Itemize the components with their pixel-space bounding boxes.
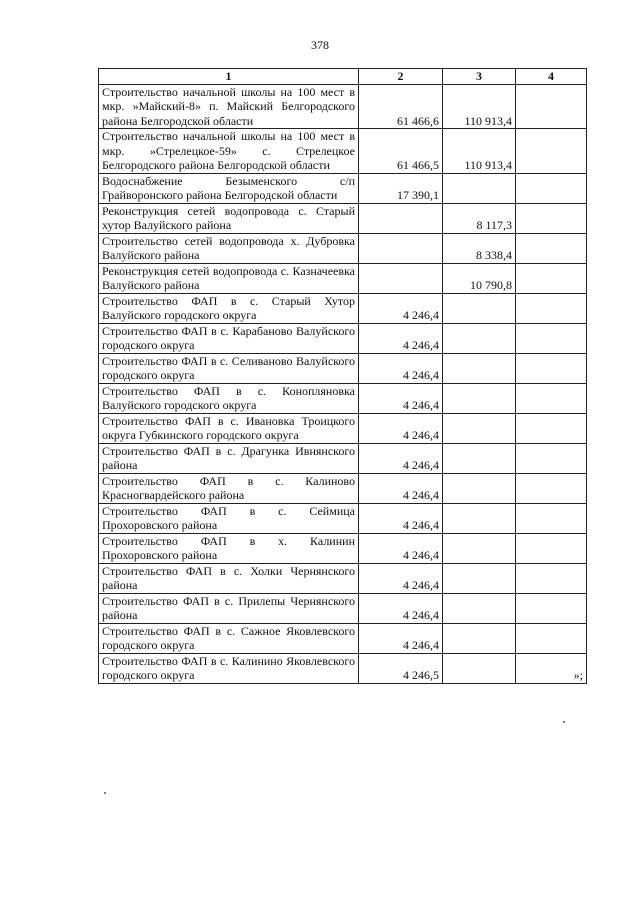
- row-col2-cell: [359, 203, 443, 233]
- row-name-cell: Строительство ФАП в с. Прилепы Чернянского района: [99, 593, 359, 623]
- row-col2-cell: [359, 233, 443, 263]
- row-col4-cell: [516, 233, 587, 263]
- table-row: [99, 473, 587, 503]
- row-col4-cell: [516, 173, 587, 203]
- table-row: [99, 84, 587, 129]
- row-name-cell: Водоснабжение Безыменского с/п Грайворонского района Белгородской области: [99, 173, 359, 203]
- row-col3-cell: [443, 503, 516, 533]
- row-col3-cell: [443, 593, 516, 623]
- row-name-cell: Строительство ФАП в с. Сеймица Прохоровского района: [99, 503, 359, 533]
- row-col3-cell: [443, 413, 516, 443]
- header-col-4: 4: [516, 69, 587, 85]
- row-name-cell: Строительство ФАП в с. Холки Чернянского района: [99, 563, 359, 593]
- row-col2-cell: 4 246,4: [359, 473, 443, 503]
- row-name-cell: Строительство ФАП в с. Калинино Яковлевского городского округа: [99, 653, 359, 683]
- row-name-cell: Строительство ФАП в с. Селиваново Валуйского городского округа: [99, 353, 359, 383]
- row-name-cell: Строительство ФАП в х. Калинин Прохоровского района: [99, 533, 359, 563]
- table-row: [99, 443, 587, 473]
- row-col3-cell: [443, 293, 516, 323]
- row-col2-cell: 4 246,4: [359, 353, 443, 383]
- row-col3-cell: 10 790,8: [443, 263, 516, 293]
- header-row: [99, 69, 587, 85]
- row-col2-cell: 4 246,4: [359, 563, 443, 593]
- row-name-cell: Строительство ФАП в с. Старый Хутор Валуйского городского округа: [99, 293, 359, 323]
- row-col2-cell: 4 246,4: [359, 293, 443, 323]
- table-row: [99, 129, 587, 174]
- row-col4-cell: [516, 413, 587, 443]
- table-row: [99, 323, 587, 353]
- row-col3-cell: 110 913,4: [443, 129, 516, 174]
- table-row: [99, 383, 587, 413]
- row-col3-cell: [443, 533, 516, 563]
- row-col2-cell: 4 246,4: [359, 533, 443, 563]
- row-col2-cell: 4 246,4: [359, 503, 443, 533]
- scan-speck: [563, 721, 565, 723]
- table-row: [99, 653, 587, 683]
- row-name-cell: Реконструкция сетей водопровода с. Старый хутор Валуйского района: [99, 203, 359, 233]
- table-row: [99, 233, 587, 263]
- row-col2-cell: 17 390,1: [359, 173, 443, 203]
- header-col-1: 1: [99, 69, 359, 85]
- header-col-2: 2: [359, 69, 443, 85]
- row-col4-cell: [516, 353, 587, 383]
- row-name-cell: Строительство ФАП в с. Карабаново Валуйского городского округа: [99, 323, 359, 353]
- row-name-cell: Строительство ФАП в с. Коноплянoвка Валуйского городского округа: [99, 383, 359, 413]
- row-name-cell: Строительство ФАП в с. Драгунка Ивнянского района: [99, 443, 359, 473]
- row-col4-cell: »;: [516, 653, 587, 683]
- table-body: [99, 84, 587, 683]
- table-row: [99, 413, 587, 443]
- table-row: [99, 293, 587, 323]
- scan-speck: [104, 792, 106, 794]
- row-col3-cell: 8 338,4: [443, 233, 516, 263]
- row-name-cell: Реконструкция сетей водопровода с. Казначеевка Валуйского района: [99, 263, 359, 293]
- row-col4-cell: [516, 203, 587, 233]
- row-col2-cell: 4 246,5: [359, 653, 443, 683]
- row-col4-cell: [516, 503, 587, 533]
- row-col3-cell: 110 913,4: [443, 84, 516, 129]
- row-col4-cell: [516, 129, 587, 174]
- row-col4-cell: [516, 293, 587, 323]
- row-name-cell: Строительство начальной школы на 100 мест в мкр. »Стрелецкое-59» с. Стрелецкое Белгородского района Белгородской области: [99, 129, 359, 174]
- row-name-cell: Строительство ФАП в с. Калиново Красногвардейского района: [99, 473, 359, 503]
- row-col3-cell: [443, 443, 516, 473]
- page-number: 378: [311, 38, 329, 52]
- row-col3-cell: [443, 383, 516, 413]
- table-row: [99, 173, 587, 203]
- row-name-cell: Строительство начальной школы на 100 мест в мкр. »Майский-8» п. Майский Белгородского района Белгородской области: [99, 84, 359, 129]
- row-col4-cell: [516, 473, 587, 503]
- table-row: [99, 263, 587, 293]
- row-col2-cell: 61 466,5: [359, 129, 443, 174]
- row-col4-cell: [516, 563, 587, 593]
- table-row: [99, 203, 587, 233]
- row-col4-cell: [516, 443, 587, 473]
- row-col3-cell: 8 117,3: [443, 203, 516, 233]
- row-col2-cell: 61 466,6: [359, 84, 443, 129]
- row-col2-cell: 4 246,4: [359, 443, 443, 473]
- row-col3-cell: [443, 173, 516, 203]
- row-col3-cell: [443, 323, 516, 353]
- row-col2-cell: 4 246,4: [359, 593, 443, 623]
- row-col4-cell: [516, 323, 587, 353]
- row-col4-cell: [516, 383, 587, 413]
- row-col4-cell: [516, 263, 587, 293]
- row-col2-cell: [359, 263, 443, 293]
- header-col-3: 3: [443, 69, 516, 85]
- row-col3-cell: [443, 353, 516, 383]
- row-col2-cell: 4 246,4: [359, 413, 443, 443]
- data-table: [98, 68, 587, 684]
- row-name-cell: Строительство ФАП в с. Ивановка Троицкого округа Губкинского городского округа: [99, 413, 359, 443]
- row-name-cell: Строительство сетей водопровода х. Дубровка Валуйского района: [99, 233, 359, 263]
- table-row: [99, 563, 587, 593]
- table-row: [99, 593, 587, 623]
- row-name-cell: Строительство ФАП в с. Сажное Яковлевского городского округа: [99, 623, 359, 653]
- table-row: [99, 503, 587, 533]
- row-col3-cell: [443, 653, 516, 683]
- row-col4-cell: [516, 593, 587, 623]
- row-col3-cell: [443, 563, 516, 593]
- table-row: [99, 533, 587, 563]
- row-col4-cell: [516, 623, 587, 653]
- row-col3-cell: [443, 473, 516, 503]
- row-col2-cell: 4 246,4: [359, 623, 443, 653]
- table-row: [99, 353, 587, 383]
- row-col4-cell: [516, 84, 587, 129]
- row-col2-cell: 4 246,4: [359, 383, 443, 413]
- table-row: [99, 623, 587, 653]
- row-col3-cell: [443, 623, 516, 653]
- row-col2-cell: 4 246,4: [359, 323, 443, 353]
- row-col4-cell: [516, 533, 587, 563]
